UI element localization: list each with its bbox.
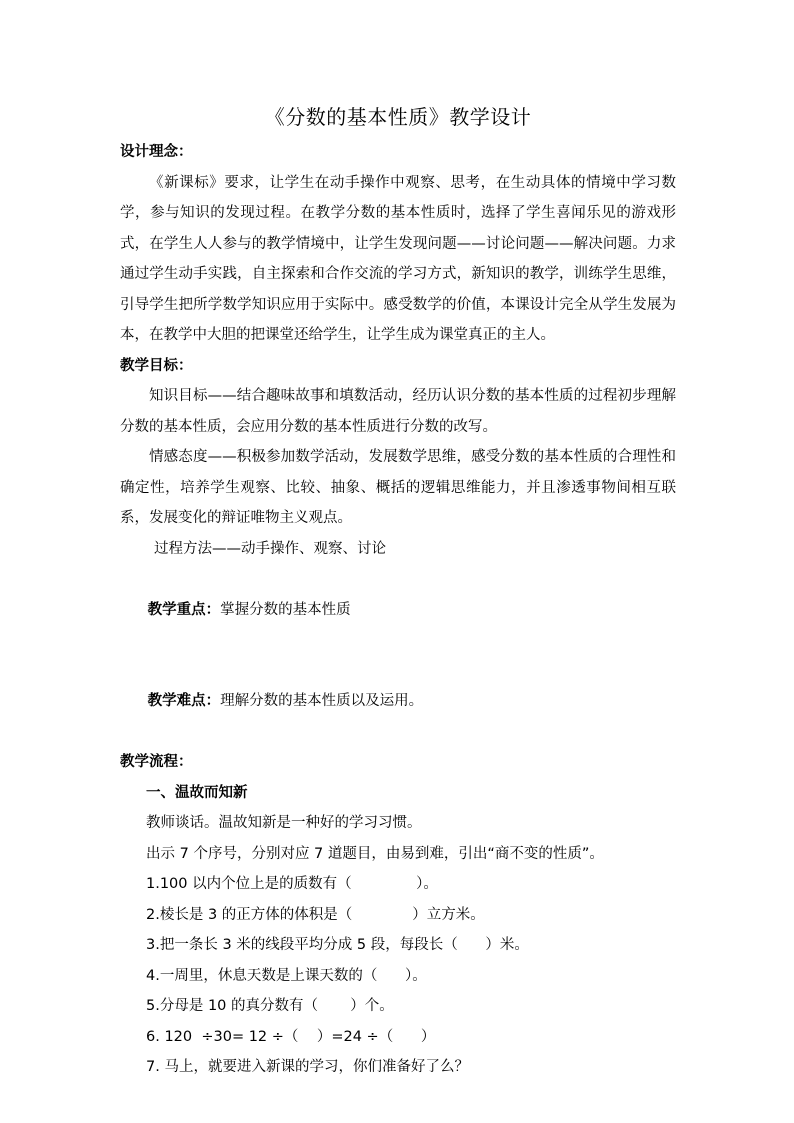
question-item-2: 2.棱长是 3 的正方体的体积是（ ）立方米。 — [146, 906, 485, 923]
key-point-line — [120, 564, 676, 656]
difficulty-label: 教学难点： — [147, 693, 221, 709]
difficulty-text: 理解分数的基本性质以及运用。 — [220, 693, 424, 709]
concept-heading: 设计理念： — [120, 144, 193, 160]
difficulty-line — [120, 656, 676, 748]
section1-heading: 一、温故而知新 — [146, 784, 248, 801]
goal-knowledge-paragraph: 知识目标——结合趣味故事和填数活动，经历认识分数的基本性质的过程初步理解分数的基本性质，会应用分数的基本性质进行分数的改写。 — [120, 388, 676, 435]
key-point-text: 掌握分数的基本性质 — [220, 601, 351, 618]
question-item-7: 7. 马上，就要进入新课的学习，你们准备好了么？ — [146, 1059, 469, 1075]
question-item-3: 3.把一条长 3 米的线段平均分成 5 段，每段长（ ）米。 — [146, 937, 529, 953]
section1-intro-line-2: 出示 7 个序号，分别对应 7 道题目，由易到难，引出“商不变的性质”。 — [146, 845, 604, 862]
question-item-1: 1.100 以内个位上是的质数有（ ）。 — [146, 876, 438, 892]
goals-heading: 教学目标： — [120, 357, 193, 374]
concept-paragraph: 《新课标》要求，让学生在动手操作中观察、思考，在生动具体的情境中学习数学，参与知识的发现过程。在教学分数的基本性质时，选择了学生喜闻乐见的游戏形式，在学生人人参与的教学情境中，让学生发现问题——讨论问题——解决问题。力求通过学生动手实践，自主探索和合作交流的学习方式，新知识的教学，训练学生思维，引导学生把所学数学知识应用于实际中。感受数学的价值，本课设计完全从学生发展为本，在教学中大胆的把课堂还给学生，让学生成为课堂真正的主人。 — [120, 174, 676, 343]
key-point-label: 教学重点： — [147, 601, 221, 618]
question-item-4: 4.一周里，休息天数是上课天数的（ ）。 — [146, 967, 427, 984]
document-title: 《分数的基本性质》教学设计 — [264, 105, 532, 129]
section1-intro-line-1: 教师谈话。温故知新是一种好的学习习惯。 — [146, 815, 422, 831]
question-item-5: 5.分母是 10 的真分数有（ ）个。 — [146, 998, 394, 1014]
goal-emotion-paragraph: 情感态度——积极参加数学活动，发展数学思维，感受分数的基本性质的合理性和确定性，培养学生观察、比较、抽象、概括的逻辑思维能力，并且渗透事物间相互联系，发展变化的辩证唯物主义观点。 — [120, 449, 676, 526]
question-item-6: 6. 120 ÷30= 12 ÷（ ）=24 ÷（ ） — [146, 1028, 436, 1045]
goal-process-line: 过程方法——动手操作、观察、讨论 — [154, 540, 386, 557]
document-body — [120, 101, 676, 1083]
flow-heading: 教学流程： — [120, 754, 193, 770]
